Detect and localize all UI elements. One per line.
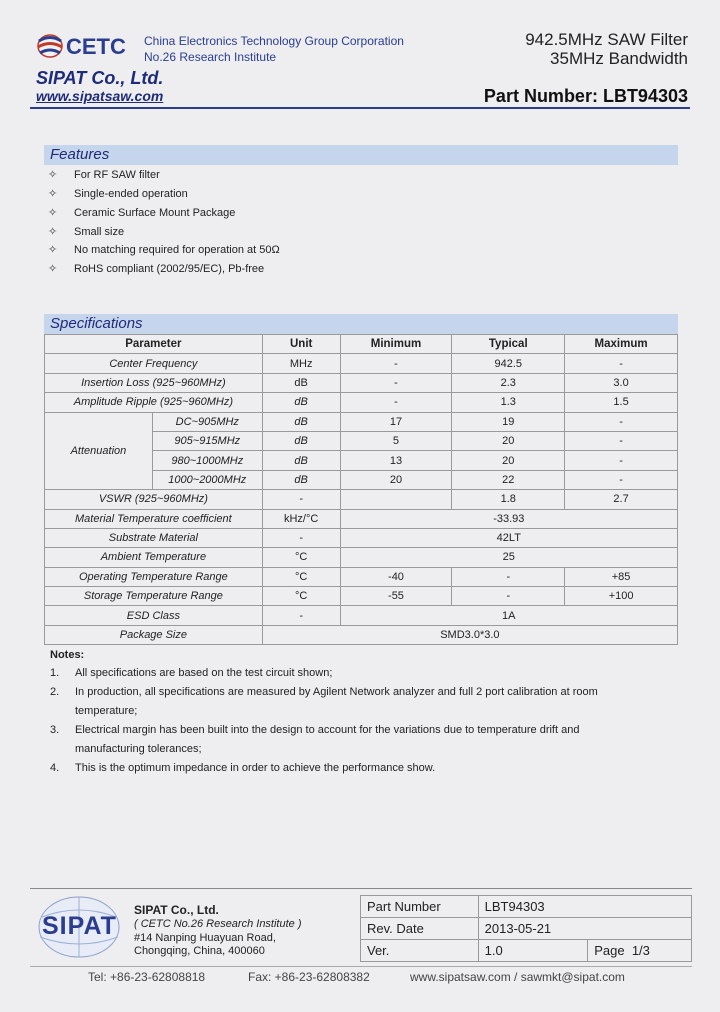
min-cell: -	[340, 393, 452, 412]
footer-company: SIPAT Co., Ltd.	[134, 903, 219, 917]
specifications-table	[44, 334, 678, 645]
min-cell	[340, 490, 452, 509]
table-row	[45, 625, 678, 644]
typ-cell: 942.5	[452, 354, 565, 373]
range-cell: 980~1000MHz	[152, 451, 262, 470]
col-header-typical: Typical	[452, 335, 565, 354]
unit-cell: °C	[262, 587, 340, 606]
range-cell: DC~905MHz	[152, 412, 262, 431]
diamond-bullet-icon: ✧	[48, 244, 58, 256]
page-value: 1/3	[631, 943, 650, 958]
feature-item	[48, 225, 124, 238]
min-cell: 17	[340, 412, 452, 431]
table-row	[45, 393, 678, 412]
unit-cell: -	[262, 490, 340, 509]
table-row	[45, 412, 678, 431]
note-text	[75, 683, 655, 721]
param-cell: Operating Temperature Range	[45, 567, 263, 586]
diamond-bullet-icon: ✧	[48, 263, 58, 275]
typ-cell: -	[452, 587, 565, 606]
param-cell: Substrate Material	[45, 528, 263, 547]
value-cell: 42LT	[340, 528, 677, 547]
note-number: 2.	[50, 686, 60, 698]
feature-text: No matching required for operation at 50Ω	[74, 244, 280, 256]
contact-web-email[interactable]: www.sipatsaw.com / sawmkt@sipat.com	[410, 970, 625, 984]
contact-fax: Fax: +86-23-62808382	[248, 970, 370, 984]
table-row	[45, 509, 678, 528]
typ-cell: 1.8	[452, 490, 565, 509]
sipat-logo	[32, 893, 126, 961]
table-row	[45, 606, 678, 625]
unit-cell: dB	[262, 412, 340, 431]
note-number: 3.	[50, 724, 60, 736]
max-cell: -	[565, 451, 678, 470]
unit-cell: dB	[262, 431, 340, 450]
param-cell: Center Frequency	[45, 354, 263, 373]
note-line: In production, all specifications are measured by Agilent Network analyzer and full 2 port calibration at room	[75, 686, 598, 698]
version-value: 1.0	[478, 940, 588, 962]
note-line: This is the optimum impedance in order to achieve the performance show.	[75, 762, 436, 774]
product-title-line1: 942.5MHz SAW Filter	[525, 30, 688, 49]
rev-date-label: Rev. Date	[361, 918, 479, 940]
col-header-minimum: Minimum	[340, 335, 452, 354]
note-text	[75, 721, 655, 759]
cetc-logo-text: CETC	[66, 34, 126, 59]
table-header-row	[45, 335, 678, 354]
param-cell: Ambient Temperature	[45, 548, 263, 567]
param-cell: Insertion Loss (925~960MHz)	[45, 373, 263, 392]
min-cell: -	[340, 373, 452, 392]
max-cell: -	[565, 431, 678, 450]
max-cell: 3.0	[565, 373, 678, 392]
min-cell: 20	[340, 470, 452, 489]
feature-item	[48, 262, 264, 275]
feature-item	[48, 206, 235, 219]
max-cell: 2.7	[565, 490, 678, 509]
unit-cell: -	[262, 528, 340, 547]
unit-cell: dB	[262, 393, 340, 412]
min-cell: -	[340, 354, 452, 373]
col-header-maximum: Maximum	[565, 335, 678, 354]
min-cell: 5	[340, 431, 452, 450]
param-cell: Package Size	[45, 625, 263, 644]
cetc-logo	[36, 30, 146, 64]
max-cell: 1.5	[565, 393, 678, 412]
table-row	[45, 354, 678, 373]
contact-divider	[30, 966, 692, 967]
typ-cell: 2.3	[452, 373, 565, 392]
page-label: Page	[594, 943, 625, 958]
unit-cell: dB	[262, 373, 340, 392]
part-number-label: Part Number	[361, 896, 479, 918]
unit-cell: MHz	[262, 354, 340, 373]
typ-cell: 20	[452, 451, 565, 470]
diamond-bullet-icon: ✧	[48, 207, 58, 219]
feature-item	[48, 187, 188, 200]
org-line1: China Electronics Technology Group Corporation	[144, 34, 404, 48]
min-cell: -55	[340, 587, 452, 606]
footer-institute: ( CETC No.26 Research Institute )	[134, 918, 302, 930]
range-cell: 1000~2000MHz	[152, 470, 262, 489]
note-line: Electrical margin has been built into the design to account for the variations due to temperature drift and	[75, 724, 580, 736]
table-row	[361, 896, 692, 918]
org-line2: No.26 Research Institute	[144, 50, 277, 64]
value-cell: 25	[340, 548, 677, 567]
sipat-logo-text: SIPAT	[42, 912, 117, 940]
table-row	[361, 940, 692, 962]
value-cell: 1A	[340, 606, 677, 625]
footer-address1: #14 Nanping Huayuan Road,	[134, 932, 276, 944]
range-cell: 905~915MHz	[152, 431, 262, 450]
product-title-line2: 35MHz Bandwidth	[550, 49, 688, 68]
feature-text: Ceramic Surface Mount Package	[74, 207, 236, 219]
table-row	[45, 587, 678, 606]
cetc-globe-icon	[38, 35, 62, 57]
param-cell: Storage Temperature Range	[45, 587, 263, 606]
company-website-link[interactable]: www.sipatsaw.com	[36, 88, 164, 104]
table-row	[361, 918, 692, 940]
note-line: manufacturing tolerances;	[75, 743, 202, 755]
typ-cell: 19	[452, 412, 565, 431]
company-name: SIPAT Co., Ltd.	[36, 68, 164, 88]
col-header-parameter: Parameter	[45, 335, 263, 354]
features-heading: Features	[44, 145, 678, 165]
contact-tel: Tel: +86-23-62808818	[88, 970, 206, 984]
table-row	[45, 528, 678, 547]
feature-text: Single-ended operation	[74, 188, 188, 200]
max-cell: -	[565, 470, 678, 489]
document-info-table	[360, 895, 692, 962]
diamond-bullet-icon: ✧	[48, 169, 58, 181]
col-header-unit: Unit	[262, 335, 340, 354]
table-row	[45, 490, 678, 509]
max-cell: -	[565, 354, 678, 373]
table-row	[45, 548, 678, 567]
max-cell: +85	[565, 567, 678, 586]
feature-text: RoHS compliant (2002/95/EC), Pb-free	[74, 263, 265, 275]
feature-text: Small size	[74, 226, 125, 238]
notes-title: Notes:	[50, 649, 85, 661]
typ-cell: 20	[452, 431, 565, 450]
part-number-heading: Part Number: LBT94303	[483, 86, 688, 106]
table-row	[45, 373, 678, 392]
value-cell: SMD3.0*3.0	[262, 625, 677, 644]
diamond-bullet-icon: ✧	[48, 226, 58, 238]
feature-item	[48, 243, 280, 256]
param-cell: ESD Class	[45, 606, 263, 625]
param-cell: Attenuation	[45, 412, 153, 490]
typ-cell: 22	[452, 470, 565, 489]
min-cell: 13	[340, 451, 452, 470]
value-cell: -33.93	[340, 509, 677, 528]
unit-cell: dB	[262, 451, 340, 470]
footer-divider	[30, 888, 692, 889]
param-cell: Material Temperature coefficient	[45, 509, 263, 528]
unit-cell: °C	[262, 548, 340, 567]
diamond-bullet-icon: ✧	[48, 188, 58, 200]
param-cell: VSWR (925~960MHz)	[45, 490, 263, 509]
unit-cell: °C	[262, 567, 340, 586]
note-number: 4.	[50, 762, 60, 774]
part-number-value: LBT94303	[478, 896, 691, 918]
features-list	[44, 166, 678, 278]
note-line: temperature;	[75, 705, 138, 717]
unit-cell: -	[262, 606, 340, 625]
note-text	[75, 664, 655, 683]
footer-address2: Chongqing, China, 400060	[134, 945, 265, 957]
unit-cell: dB	[262, 470, 340, 489]
note-line: All specifications are based on the test circuit shown;	[75, 667, 333, 679]
feature-item	[48, 168, 160, 181]
max-cell: +100	[565, 587, 678, 606]
header-divider	[30, 107, 690, 109]
min-cell: -40	[340, 567, 452, 586]
feature-text: For RF SAW filter	[74, 169, 160, 181]
typ-cell: 1.3	[452, 393, 565, 412]
version-label: Ver.	[361, 940, 479, 962]
unit-cell: kHz/°C	[262, 509, 340, 528]
note-text	[75, 759, 655, 778]
table-row	[45, 567, 678, 586]
page-indicator	[588, 940, 692, 962]
max-cell: -	[565, 412, 678, 431]
rev-date-value: 2013-05-21	[478, 918, 691, 940]
note-number: 1.	[50, 667, 60, 679]
specifications-heading: Specifications	[44, 314, 678, 334]
typ-cell: -	[452, 567, 565, 586]
param-cell: Amplitude Ripple (925~960MHz)	[45, 393, 263, 412]
